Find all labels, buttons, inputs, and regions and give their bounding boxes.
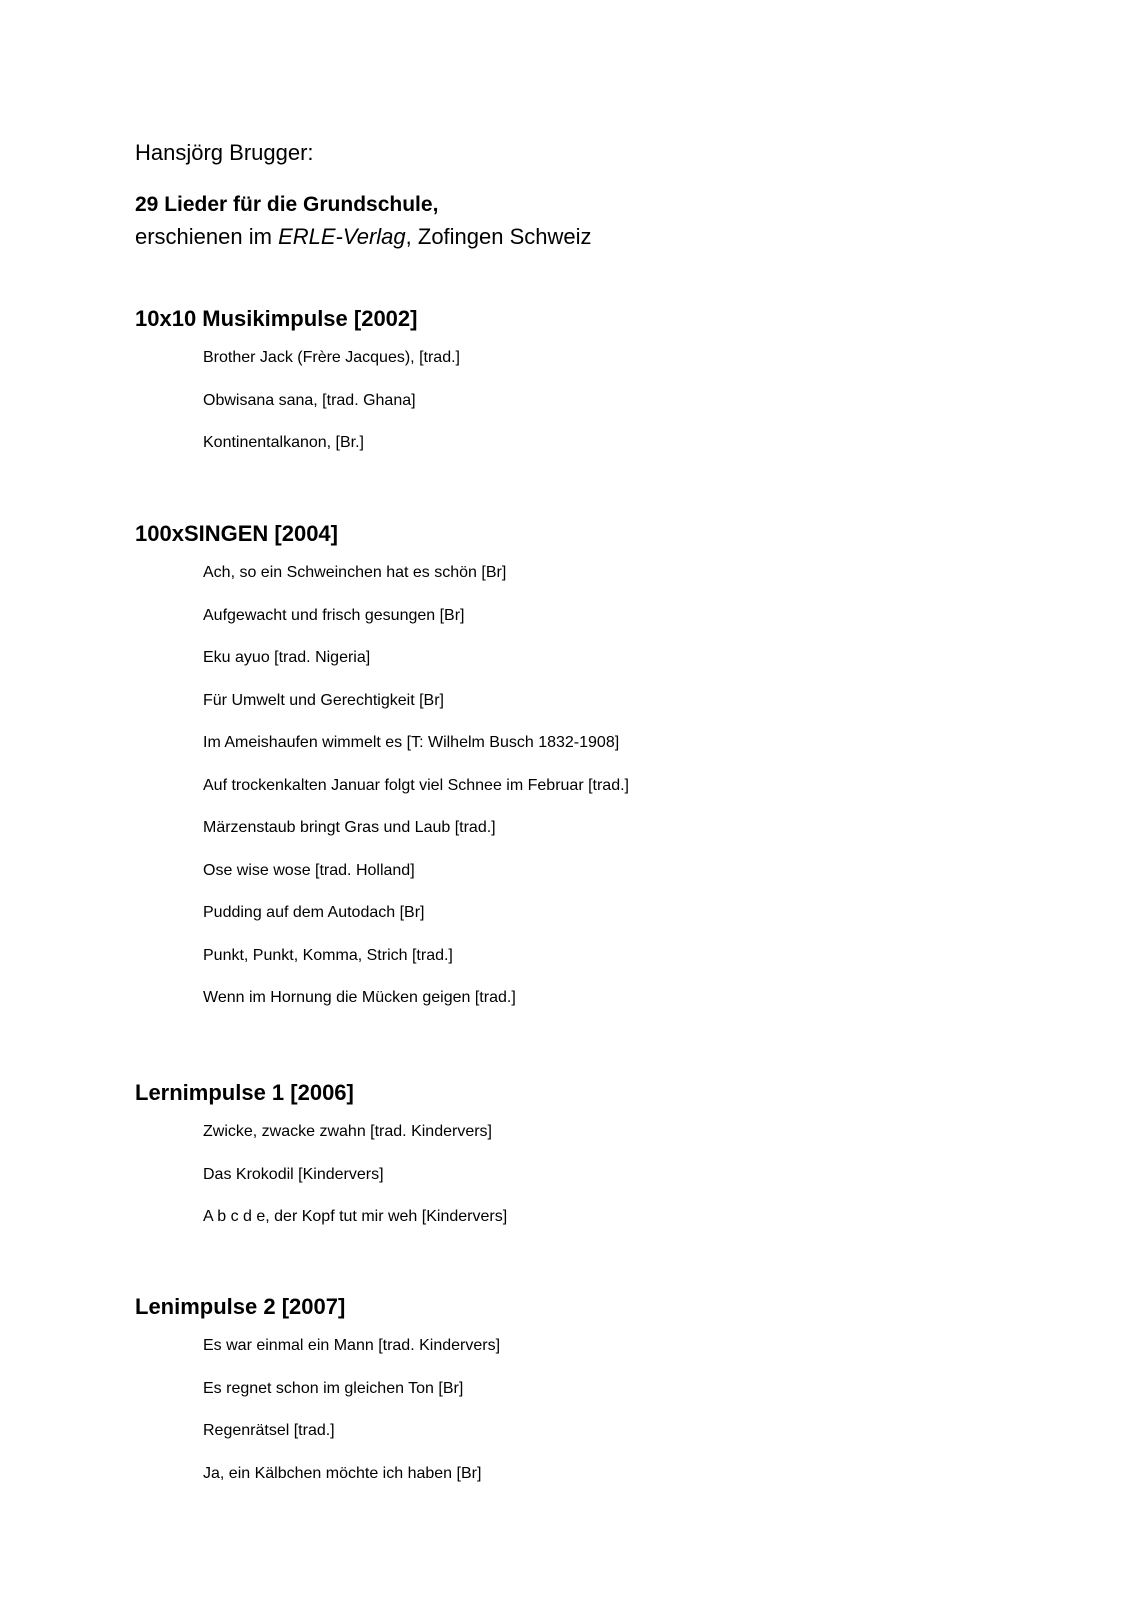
- author-name: Hansjörg Brugger:: [135, 140, 314, 165]
- publisher-line: [135, 223, 592, 251]
- song-item: Es regnet schon im gleichen Ton [Br]: [203, 1379, 464, 1397]
- song-item: Regenrätsel [trad.]: [203, 1422, 335, 1439]
- publisher-name: ERLE-Verlag: [278, 224, 406, 249]
- section-100xsingen: [135, 520, 1035, 1030]
- section-heading: Lenimpulse 2 [2007]: [135, 1294, 346, 1319]
- song-item: Eku ayuo [trad. Nigeria]: [203, 649, 371, 666]
- song-item: Obwisana sana, [trad. Ghana]: [203, 391, 416, 409]
- song-item: Für Umwelt und Gerechtigkeit [Br]: [203, 691, 444, 709]
- section-heading: Lernimpulse 1 [2006]: [135, 1080, 354, 1105]
- song-item: Kontinentalkanon, [Br.]: [203, 434, 364, 451]
- song-list: [203, 1335, 1035, 1485]
- section-lernimpulse-1: [135, 1079, 1035, 1249]
- song-item: Auf trockenkalten Januar folgt viel Schnee im Februar [trad.]: [203, 776, 629, 794]
- section-lenimpulse-2: [135, 1293, 1035, 1505]
- song-item: Im Ameishaufen wimmelt es [T: Wilhelm Busch 1832-1908]: [203, 734, 620, 751]
- publisher-prefix: erschienen im: [135, 224, 279, 249]
- publisher-suffix: , Zofingen Schweiz: [405, 224, 592, 249]
- song-item: Ose wise wose [trad. Holland]: [203, 861, 415, 879]
- song-item: Ja, ein Kälbchen möchte ich haben [Br]: [203, 1464, 482, 1482]
- song-item: A b c d e, der Kopf tut mir weh [Kindervers]: [203, 1208, 508, 1225]
- song-list: [203, 562, 1035, 1009]
- song-list: [203, 1121, 1035, 1228]
- section-heading: 100xSINGEN [2004]: [135, 521, 338, 546]
- song-item: Wenn im Hornung die Mücken geigen [trad.]: [203, 989, 516, 1006]
- song-item: Zwicke, zwacke zwahn [trad. Kindervers]: [203, 1123, 492, 1140]
- song-item: Punkt, Punkt, Komma, Strich [trad.]: [203, 946, 453, 964]
- book-title: 29 Lieder für die Grundschule,: [135, 193, 439, 216]
- section-musikimpulse: [135, 305, 1035, 475]
- section-heading: 10x10 Musikimpulse [2002]: [135, 306, 418, 331]
- song-item: Brother Jack (Frère Jacques), [trad.]: [203, 349, 460, 366]
- song-item: Märzenstaub bringt Gras und Laub [trad.]: [203, 819, 496, 836]
- song-item: Pudding auf dem Autodach [Br]: [203, 904, 425, 921]
- song-item: Das Krokodil [Kindervers]: [203, 1165, 384, 1183]
- song-item: Ach, so ein Schweinchen hat es schön [Br]: [203, 564, 507, 581]
- song-list: [203, 347, 1035, 454]
- song-item: Es war einmal ein Mann [trad. Kindervers]: [203, 1337, 501, 1354]
- song-item: Aufgewacht und frisch gesungen [Br]: [203, 606, 465, 624]
